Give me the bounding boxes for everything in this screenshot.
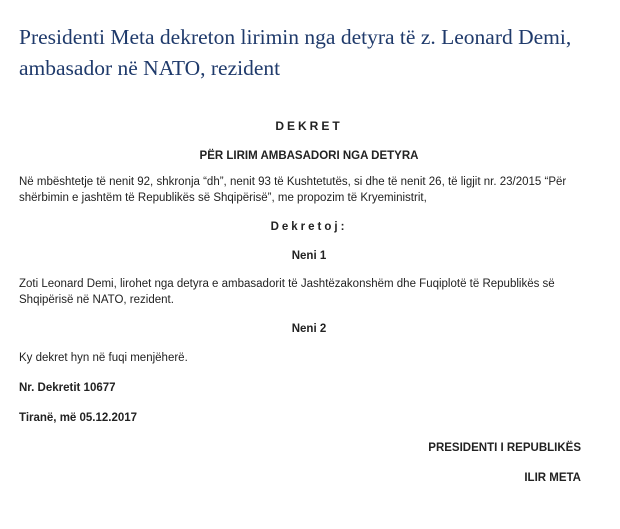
decree-body	[19, 118, 599, 486]
article-2-text: Ky dekret hyn në fuqi menjëherë.	[19, 352, 188, 364]
article-1-heading: Neni 1	[291, 250, 327, 262]
decree-number: Nr. Dekretit 10677	[19, 382, 116, 394]
article-headline: Presidenti Meta dekreton lirimin nga detyra të z. Leonard Demi, ambasador në NATO, rezident	[19, 25, 572, 80]
signatory-name: ILIR META	[524, 472, 581, 484]
decree-subtitle: PËR LIRIM AMBASADORI NGA DETYRA	[199, 150, 419, 162]
place-date: Tiranë, më 05.12.2017	[19, 412, 138, 424]
article-2-heading: Neni 2	[291, 323, 327, 335]
signatory-title: PRESIDENTI I REPUBLIKËS	[428, 442, 581, 454]
decrees-label: Dekretoj:	[270, 221, 348, 233]
decree-title: DEKRET	[275, 119, 343, 133]
decree-preamble: Në mbështetje të nenit 92, shkronja “dh”, nenit 93 të Kushtetutës, si dhe të nenit 26, të ligjit nr. 23/2015 “Për shërbimin e jashtëm të Republikës së Shqipërisë”, me propozim të Kryeministrit,	[19, 176, 567, 204]
article-1-text: Zoti Leonard Demi, lirohet nga detyra e ambasadorit të Jashtëzakonshëm dhe Fuqiplotë të Republikës së Shqipërisë në NATO, rezident.	[19, 278, 555, 306]
